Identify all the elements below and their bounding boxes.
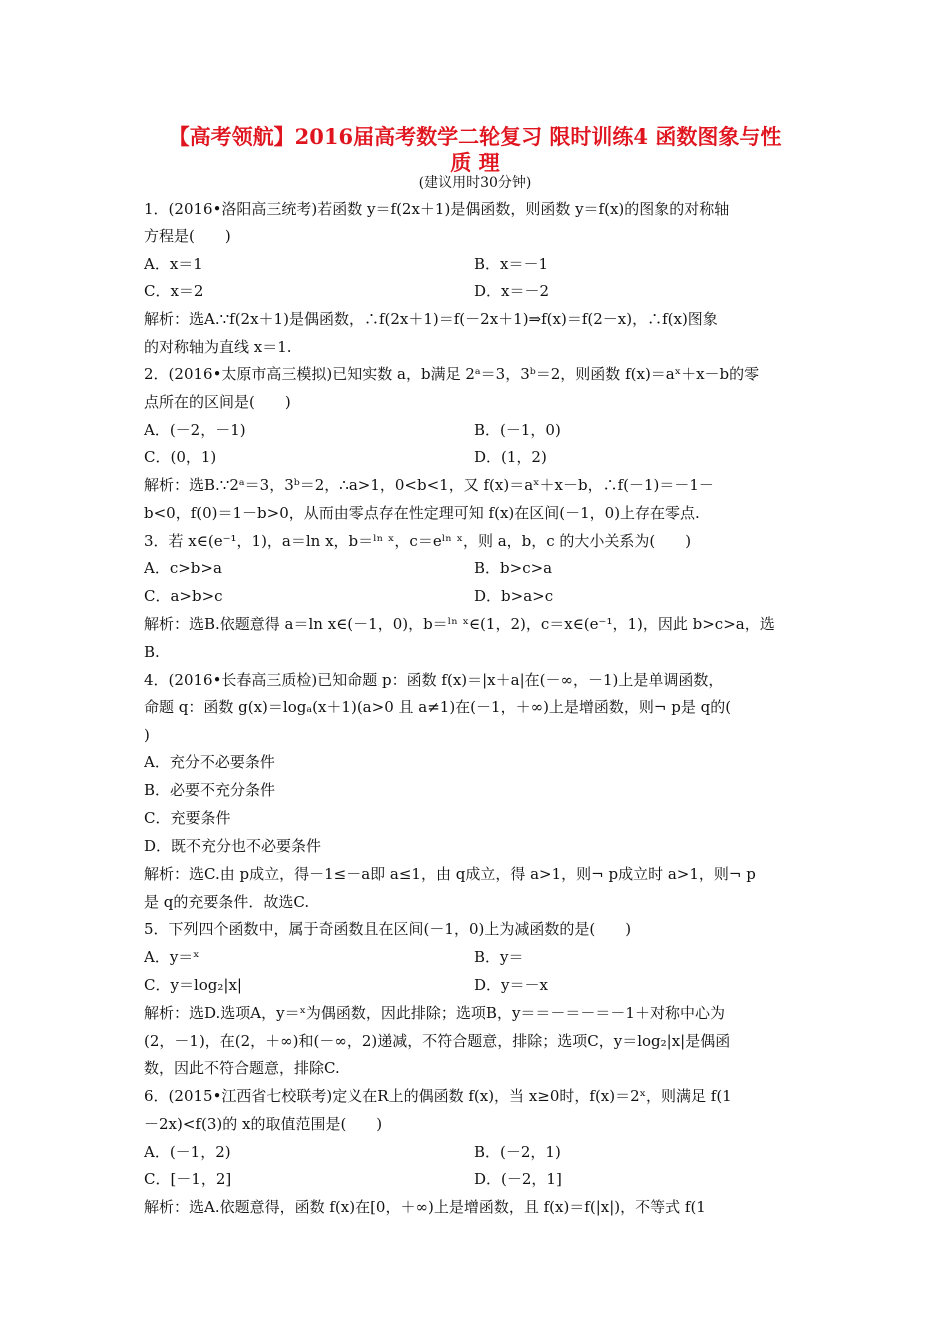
option-c: C．[－1，2] [144,1170,232,1188]
option-d: D．x＝－2 [474,282,550,300]
option-b: B．必要不充分条件 [144,781,276,799]
option-d: D．既不充分也不必要条件 [144,837,322,855]
option-a: A．(－1，2) [144,1143,231,1161]
option-a: A．(－2，－1) [144,421,246,439]
question-text: 方程是( ) [144,227,231,245]
solution-text: 是 q的充要条件．故选C. [144,893,310,911]
solution-text: (2，－1)，在(2，＋∞)和(－∞，2)递减，不符合题意，排除；选项C，y＝log₂|x|是偶函 [144,1032,731,1050]
option-a: A．x＝1 [144,255,203,273]
document-title: 【高考领航】2016届高考数学二轮复习 限时训练4 函数图象与性 [168,124,782,149]
option-b: B．b>c>a [474,559,553,577]
solution-text: B. [144,643,160,661]
option-d: D．(－2，1] [474,1170,562,1188]
option-c: C．x＝2 [144,282,204,300]
option-b: B．x＝－1 [474,255,549,273]
option-a: A．充分不必要条件 [144,753,275,771]
solution-text: 解析：选C.由 p成立，得－1≤－a即 a≤1，由 q成立，得 a>1，则¬ p成立时 a>1，则¬ p [144,865,756,883]
solution-text: 解析：选A.依题意得，函数 f(x)在[0，＋∞)上是增函数，且 f(x)＝f(|x|)，不等式 f(1 [144,1198,706,1216]
question-text: 5．下列四个函数中，属于奇函数且在区间(－1，0)上为减函数的是( ) [144,920,632,938]
question-text: 3．若 x∈(e⁻¹，1)，a＝ln x，b＝ˡⁿ ˣ，c＝eˡⁿ ˣ，则 a，b，c 的大小关系为( ) [144,532,692,550]
option-d: D．b>a>c [474,587,554,605]
option-b: B．(－2，1) [474,1143,561,1161]
solution-text: 解析：选D.选项A，y＝ˣ为偶函数，因此排除；选项B，y＝＝－＝－＝－1＋对称中心为 [144,1004,725,1022]
question-text: 1．(2016•洛阳高三统考)若函数 y＝f(2x＋1)是偶函数，则函数 y＝f(x)的图象的对称轴 [144,200,730,218]
solution-text: 数，因此不符合题意，排除C. [144,1059,340,1077]
option-b: B．(－1，0) [474,421,561,439]
question-text: 4．(2016•长春高三质检)已知命题 p：函数 f(x)＝|x＋a|在(－∞，－1)上是单调函数， [144,671,724,689]
option-a: A．c>b>a [144,559,222,577]
question-text: 6．(2015•江西省七校联考)定义在R上的偶函数 f(x)，当 x≥0时，f(x)＝2ˣ，则满足 f(1 [144,1087,732,1105]
question-text: ) [144,726,150,744]
solution-text: 解析：选B.依题意得 a＝ln x∈(－1，0)，b＝ˡⁿ ˣ∈(1，2)，c＝x∈(e⁻¹，1)，因此 b>c>a，选 [144,615,775,633]
question-text: －2x)<f(3)的 x的取值范围是( ) [144,1115,383,1133]
document-title-continued: 质 理 [450,150,500,175]
question-text: 命题 q：函数 g(x)＝logₐ(x＋1)(a>0 且 a≠1)在(－1，＋∞)上是增函数，则¬ p是 q的( [144,698,732,716]
option-c: C．a>b>c [144,587,223,605]
suggested-time: (建议用时30分钟) [418,175,532,191]
solution-text: 解析：选B.∵2ᵃ＝3，3ᵇ＝2，∴a>1，0<b<1，又 f(x)＝aˣ＋x－b，∴f(－1)＝－1－ [144,476,714,494]
option-c: C．充要条件 [144,809,231,827]
option-c: C．y＝log₂|x| [144,976,242,994]
solution-text: b<0，f(0)＝1－b>0，从而由零点存在性定理可知 f(x)在区间(－1，0)上存在零点. [144,504,700,522]
solution-text: 的对称轴为直线 x＝1. [144,338,292,356]
option-d: D．y＝－x [474,976,548,994]
option-d: D．(1，2) [474,448,547,466]
question-text: 2．(2016•太原市高三模拟)已知实数 a，b满足 2ᵃ＝3，3ᵇ＝2，则函数 f(x)＝aˣ＋x－b的零 [144,365,760,383]
question-text: 点所在的区间是( ) [144,393,291,411]
option-b: B．y＝ [474,948,524,966]
option-a: A．y＝ˣ [144,948,200,966]
option-c: C．(0，1) [144,448,217,466]
solution-text: 解析：选A.∵f(2x＋1)是偶函数，∴f(2x＋1)＝f(－2x＋1)⇒f(x)＝f(2－x)，∴f(x)图象 [144,310,718,328]
